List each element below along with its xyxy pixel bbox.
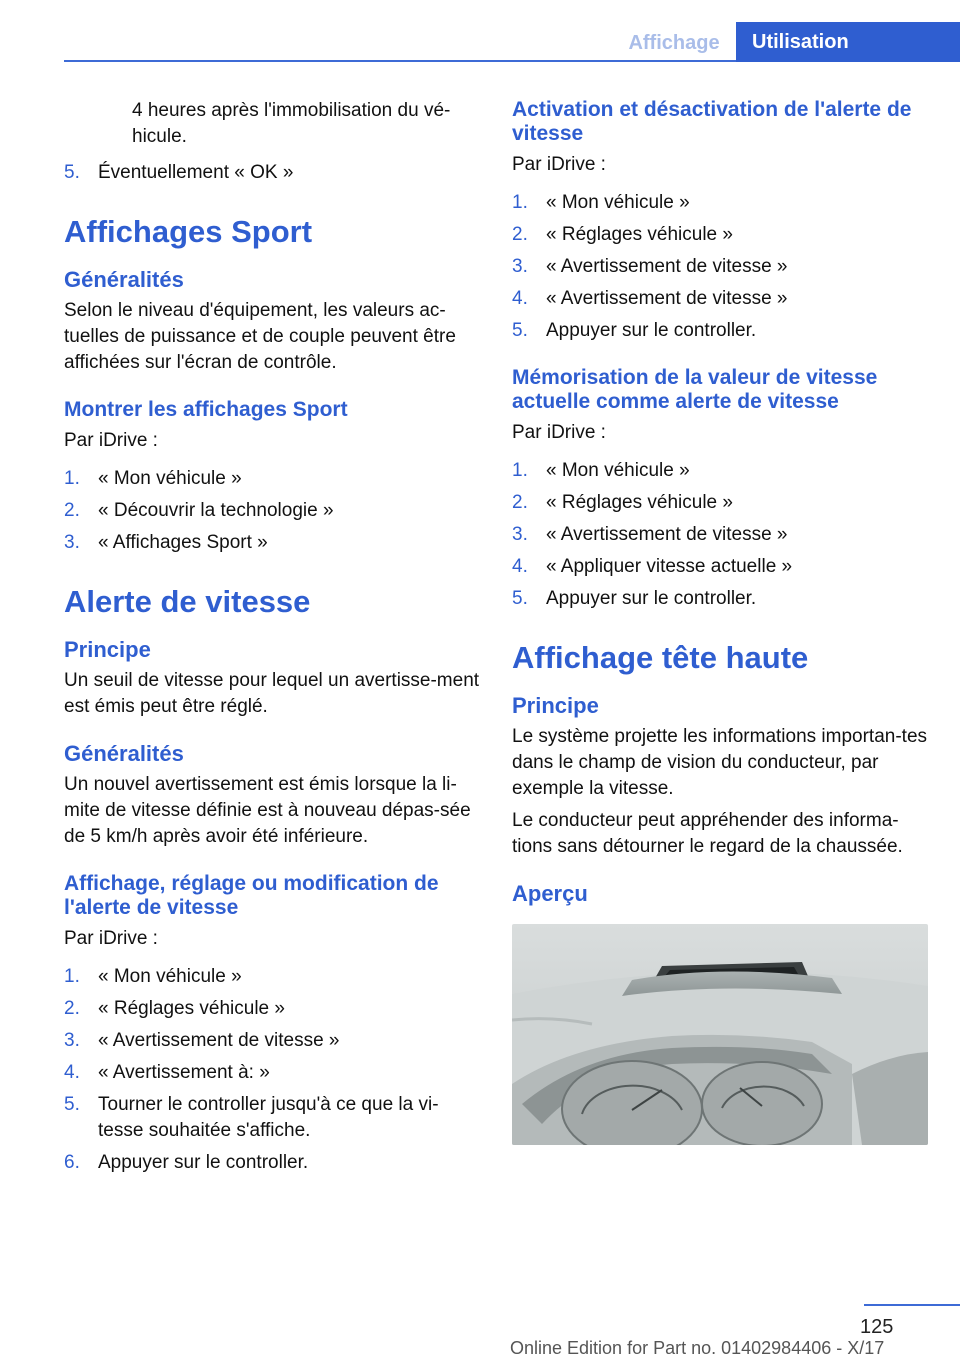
step-text: « Mon véhicule » [98,966,242,987]
list-item [512,490,928,516]
list-item [512,586,928,612]
subheading-generalites: Généralités [64,741,184,766]
continued-step-list [64,160,480,186]
subheading-apercu: Aperçu [512,881,588,906]
subheading-generalites: Généralités [64,267,184,292]
step-number: 6. [64,1152,80,1173]
list-item [512,286,928,312]
step-text: Appuyer sur le controller. [546,320,757,341]
step-number: 3. [512,524,528,545]
step-number: 4. [512,556,528,577]
step-text: « Appliquer vitesse actuelle » [546,556,793,577]
list-item [64,1092,480,1144]
list-item [64,498,480,524]
right-column [512,98,928,1145]
footer-rule [864,1304,960,1306]
list-item [512,522,928,548]
step-number: 5. [64,1094,80,1115]
step-number: 4. [64,1062,80,1083]
step-number: 2. [64,998,80,1019]
step-text: « Avertissement de vitesse » [98,1030,340,1051]
header-chapter-tab: Utilisation [736,22,960,62]
step-list [512,190,928,344]
step-text: Éventuellement « OK » [98,162,294,183]
step-number: 1. [64,966,80,987]
subheading-activation: Activation et désactivation de l'alerte de vitesse [512,98,912,145]
paragraph: Par iDrive : [64,928,158,949]
subheading-alert-settings: Affichage, réglage ou modification de l'alerte de vitesse [64,872,439,919]
paragraph: Le conducteur peut appréhender des informa-tions sans détourner le regard de la chaussée. [512,810,903,857]
paragraph: Un seuil de vitesse pour lequel un avertisse-ment est émis peut être réglé. [64,670,480,717]
step-text: « Mon véhicule » [546,460,690,481]
step-number: 2. [512,492,528,513]
left-column [64,98,480,1182]
step-text: « Mon véhicule » [546,192,690,213]
dashboard-drawing [512,924,928,1145]
step-text: « Réglages véhicule » [98,998,285,1019]
step-text: « Avertissement à: » [98,1062,270,1083]
step-text: « Mon véhicule » [98,468,242,489]
list-item [64,964,480,990]
subheading-memorisation: Mémorisation de la valeur de vitesse actuelle comme alerte de vitesse [512,366,878,413]
list-item [64,996,480,1022]
paragraph: Par iDrive : [512,154,606,175]
step-number: 1. [512,192,528,213]
step-list [64,964,480,1176]
list-item [512,190,928,216]
step-text: « Découvrir la technologie » [98,500,334,521]
continued-text: 4 heures après l'immobilisation du vé-hicule. [132,100,451,147]
list-item [64,160,480,186]
step-number: 3. [512,256,528,277]
list-item [512,554,928,580]
paragraph: Par iDrive : [64,430,158,451]
list-item [512,222,928,248]
section-title-alert: Alerte de vitesse [64,584,311,619]
list-item [512,254,928,280]
step-text: « Réglages véhicule » [546,224,733,245]
step-text: « Avertissement de vitesse » [546,524,788,545]
list-item [64,530,480,556]
step-text: Tourner le controller jusqu'à ce que la vi-tesse souhaitée s'affiche. [98,1094,439,1141]
step-list [64,466,480,556]
step-text: Appuyer sur le controller. [98,1152,309,1173]
step-number: 2. [512,224,528,245]
paragraph: Par iDrive : [512,422,606,443]
step-text: Appuyer sur le controller. [546,588,757,609]
section-title-sport: Affichages Sport [64,214,313,249]
paragraph: Selon le niveau d'équipement, les valeurs ac-tuelles de puissance et de couple peuvent être affichées sur l'écran de contrôle. [64,300,456,373]
step-number: 3. [64,532,80,553]
step-text: « Affichages Sport » [98,532,268,553]
step-number: 1. [64,468,80,489]
step-text: « Avertissement de vitesse » [546,288,788,309]
step-text: « Avertissement de vitesse » [546,256,788,277]
step-number: 3. [64,1030,80,1051]
paragraph: Le système projette les informations importan-tes dans le champ de vision du conducteur, par exemple la vitesse. [512,726,928,799]
step-text: « Réglages véhicule » [546,492,733,513]
list-item [512,318,928,344]
step-number: 5. [512,588,528,609]
step-number: 4. [512,288,528,309]
step-number: 2. [64,500,80,521]
list-item [64,466,480,492]
step-number: 1. [512,460,528,481]
head-up-display-illustration [512,924,928,1145]
step-number: 5. [512,320,528,341]
page-number: 125 [860,1316,894,1338]
list-item [64,1150,480,1176]
section-title-hud: Affichage tête haute [512,640,809,675]
paragraph: Un nouvel avertissement est émis lorsque la li-mite de vitesse définie est à nouveau dépas-sée de 5 km/h après avoir été inférieure. [64,774,471,847]
step-number: 5. [64,162,80,183]
list-item [64,1060,480,1086]
edition-footer: Online Edition for Part no. 01402984406 - X/17 [510,1338,885,1358]
step-list [512,458,928,612]
list-item [512,458,928,484]
list-item [64,1028,480,1054]
subheading-show-sport: Montrer les affichages Sport [64,398,348,421]
header-section-tab: Affichage [628,32,720,54]
subheading-principe: Principe [512,693,599,718]
subheading-principe: Principe [64,637,151,662]
